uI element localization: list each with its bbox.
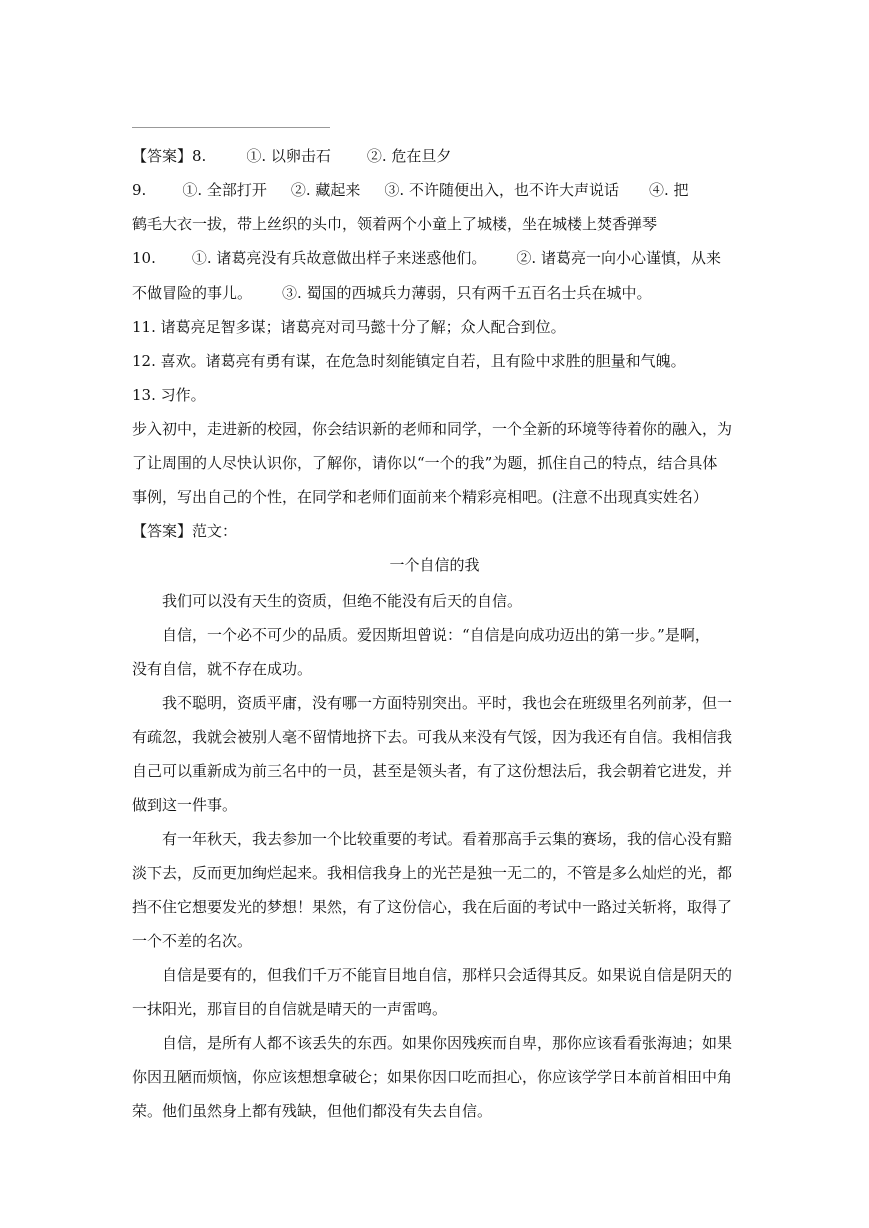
answer-8-item-2: ②. 危在旦夕 [366,147,452,165]
essay-line: 自信是要有的，但我们千万不能盲目地自信，那样只会适得其反。如果说自信是阴天的 [162,966,733,984]
answer-10-item-2-continued: 不做冒险的事儿。 [132,284,253,302]
essay-line: 你因丑陋而烦恼，你应该想想拿破仑；如果你因口吃而担心，你应该学学日本前首相田中角 [132,1068,733,1086]
essay-line: 做到这一件事。 [132,796,238,814]
answer-8-prefix: 【答案】8. [132,147,207,165]
essay-line: 荣。他们虽然身上都有残缺，但他们都没有失去自信。 [132,1102,493,1120]
answer-10-item-3: ③. 蜀国的西城兵力薄弱，只有两千五百名士兵在城中。 [282,284,652,302]
answer-9-continued: 鹤毛大衣一拔，带上丝织的头巾，领着两个小童上了城楼，坐在城楼上焚香弹琴 [132,215,658,233]
essay-line: 我不聪明，资质平庸，没有哪一方面特别突出。平时，我也会在班级里名列前茅，但一 [162,694,733,712]
answer-9-item-3: ③. 不许随便出入，也不许大声说话 [384,181,619,199]
essay-line: 自己可以重新成为前三名中的一员，甚至是领头者，有了这份想法后，我会朝着它进发，并 [132,762,733,780]
answer-13: 13. 习作。 [132,386,206,404]
essay-line: 一抹阳光，那盲目的自信就是晴天的一声雷鸣。 [132,1000,448,1018]
answer-10-continued [132,283,738,303]
essay-line: 自信，是所有人都不该丢失的东西。如果你因残疾而自卑，那你应该看看张海迪；如果 [162,1034,733,1052]
essay-line: 我们可以没有天生的资质，但绝不能没有后天的自信。 [162,592,523,610]
answer-9-number: 9. [132,181,147,199]
essay-line: 没有自信，就不存在成功。 [132,660,313,678]
answer-9-item-1: ①. 全部打开 [182,181,267,199]
answer-10-item-2: ②. 诸葛亮一向小心谨慎，从来 [516,249,721,267]
answer-label: 【答案】范文： [132,522,238,540]
essay-line: 一个不差的名次。 [132,932,253,950]
essay-line: 有疏忽，我就会被别人毫不留情地挤下去。可我从来没有气馁，因为我还有自信。我相信我 [132,728,733,746]
divider-rule [132,127,330,128]
prompt-line-2: 了让周围的人尽快认识你，了解你，请你以“一个的我”为题，抓住自己的特点，结合具体 [132,454,718,472]
answer-8-item-1: ①. 以卵击石 [246,147,331,165]
answer-10-item-1: ①. 诸葛亮没有兵故意做出样子来迷惑他们。 [191,249,487,267]
essay-line: 有一年秋天，我去参加一个比较重要的考试。看着那高手云集的赛场，我的信心没有黯 [162,830,733,848]
prompt-line-3: 事例，写出自己的个性，在同学和老师们面前来个精彩亮相吧。(注意不出现真实姓名） [132,488,708,506]
answer-9 [132,180,738,200]
answer-10-number: 10. [132,249,156,267]
answer-12: 12. 喜欢。诸葛亮有勇有谋，在危急时刻能镇定自若，且有险中求胜的胆量和气魄。 [132,352,686,370]
answer-11: 11. 诸葛亮足智多谋；诸葛亮对司马懿十分了解；众人配合到位。 [132,318,566,336]
answer-10 [132,248,738,268]
essay-title: 一个自信的我 [389,556,480,574]
answer-9-item-4: ④. 把 [648,181,689,199]
essay-line: 淡下去，反而更加绚烂起来。我相信我身上的光芒是独一无二的，不管是多么灿烂的光，都 [132,864,733,882]
essay-line: 自信，一个必不可少的品质。爱因斯坦曾说：“自信是向成功迈出的第一步。”是啊， [162,626,710,644]
answer-8 [132,146,738,166]
prompt-line-1: 步入初中，走进新的校园，你会结识新的老师和同学，一个全新的环境等待着你的融入，为 [132,420,733,438]
essay-line: 挡不住它想要发光的梦想！果然，有了这份信心，我在后面的考试中一路过关斩将，取得了 [132,898,733,916]
answer-9-item-2: ②. 藏起来 [290,181,361,199]
